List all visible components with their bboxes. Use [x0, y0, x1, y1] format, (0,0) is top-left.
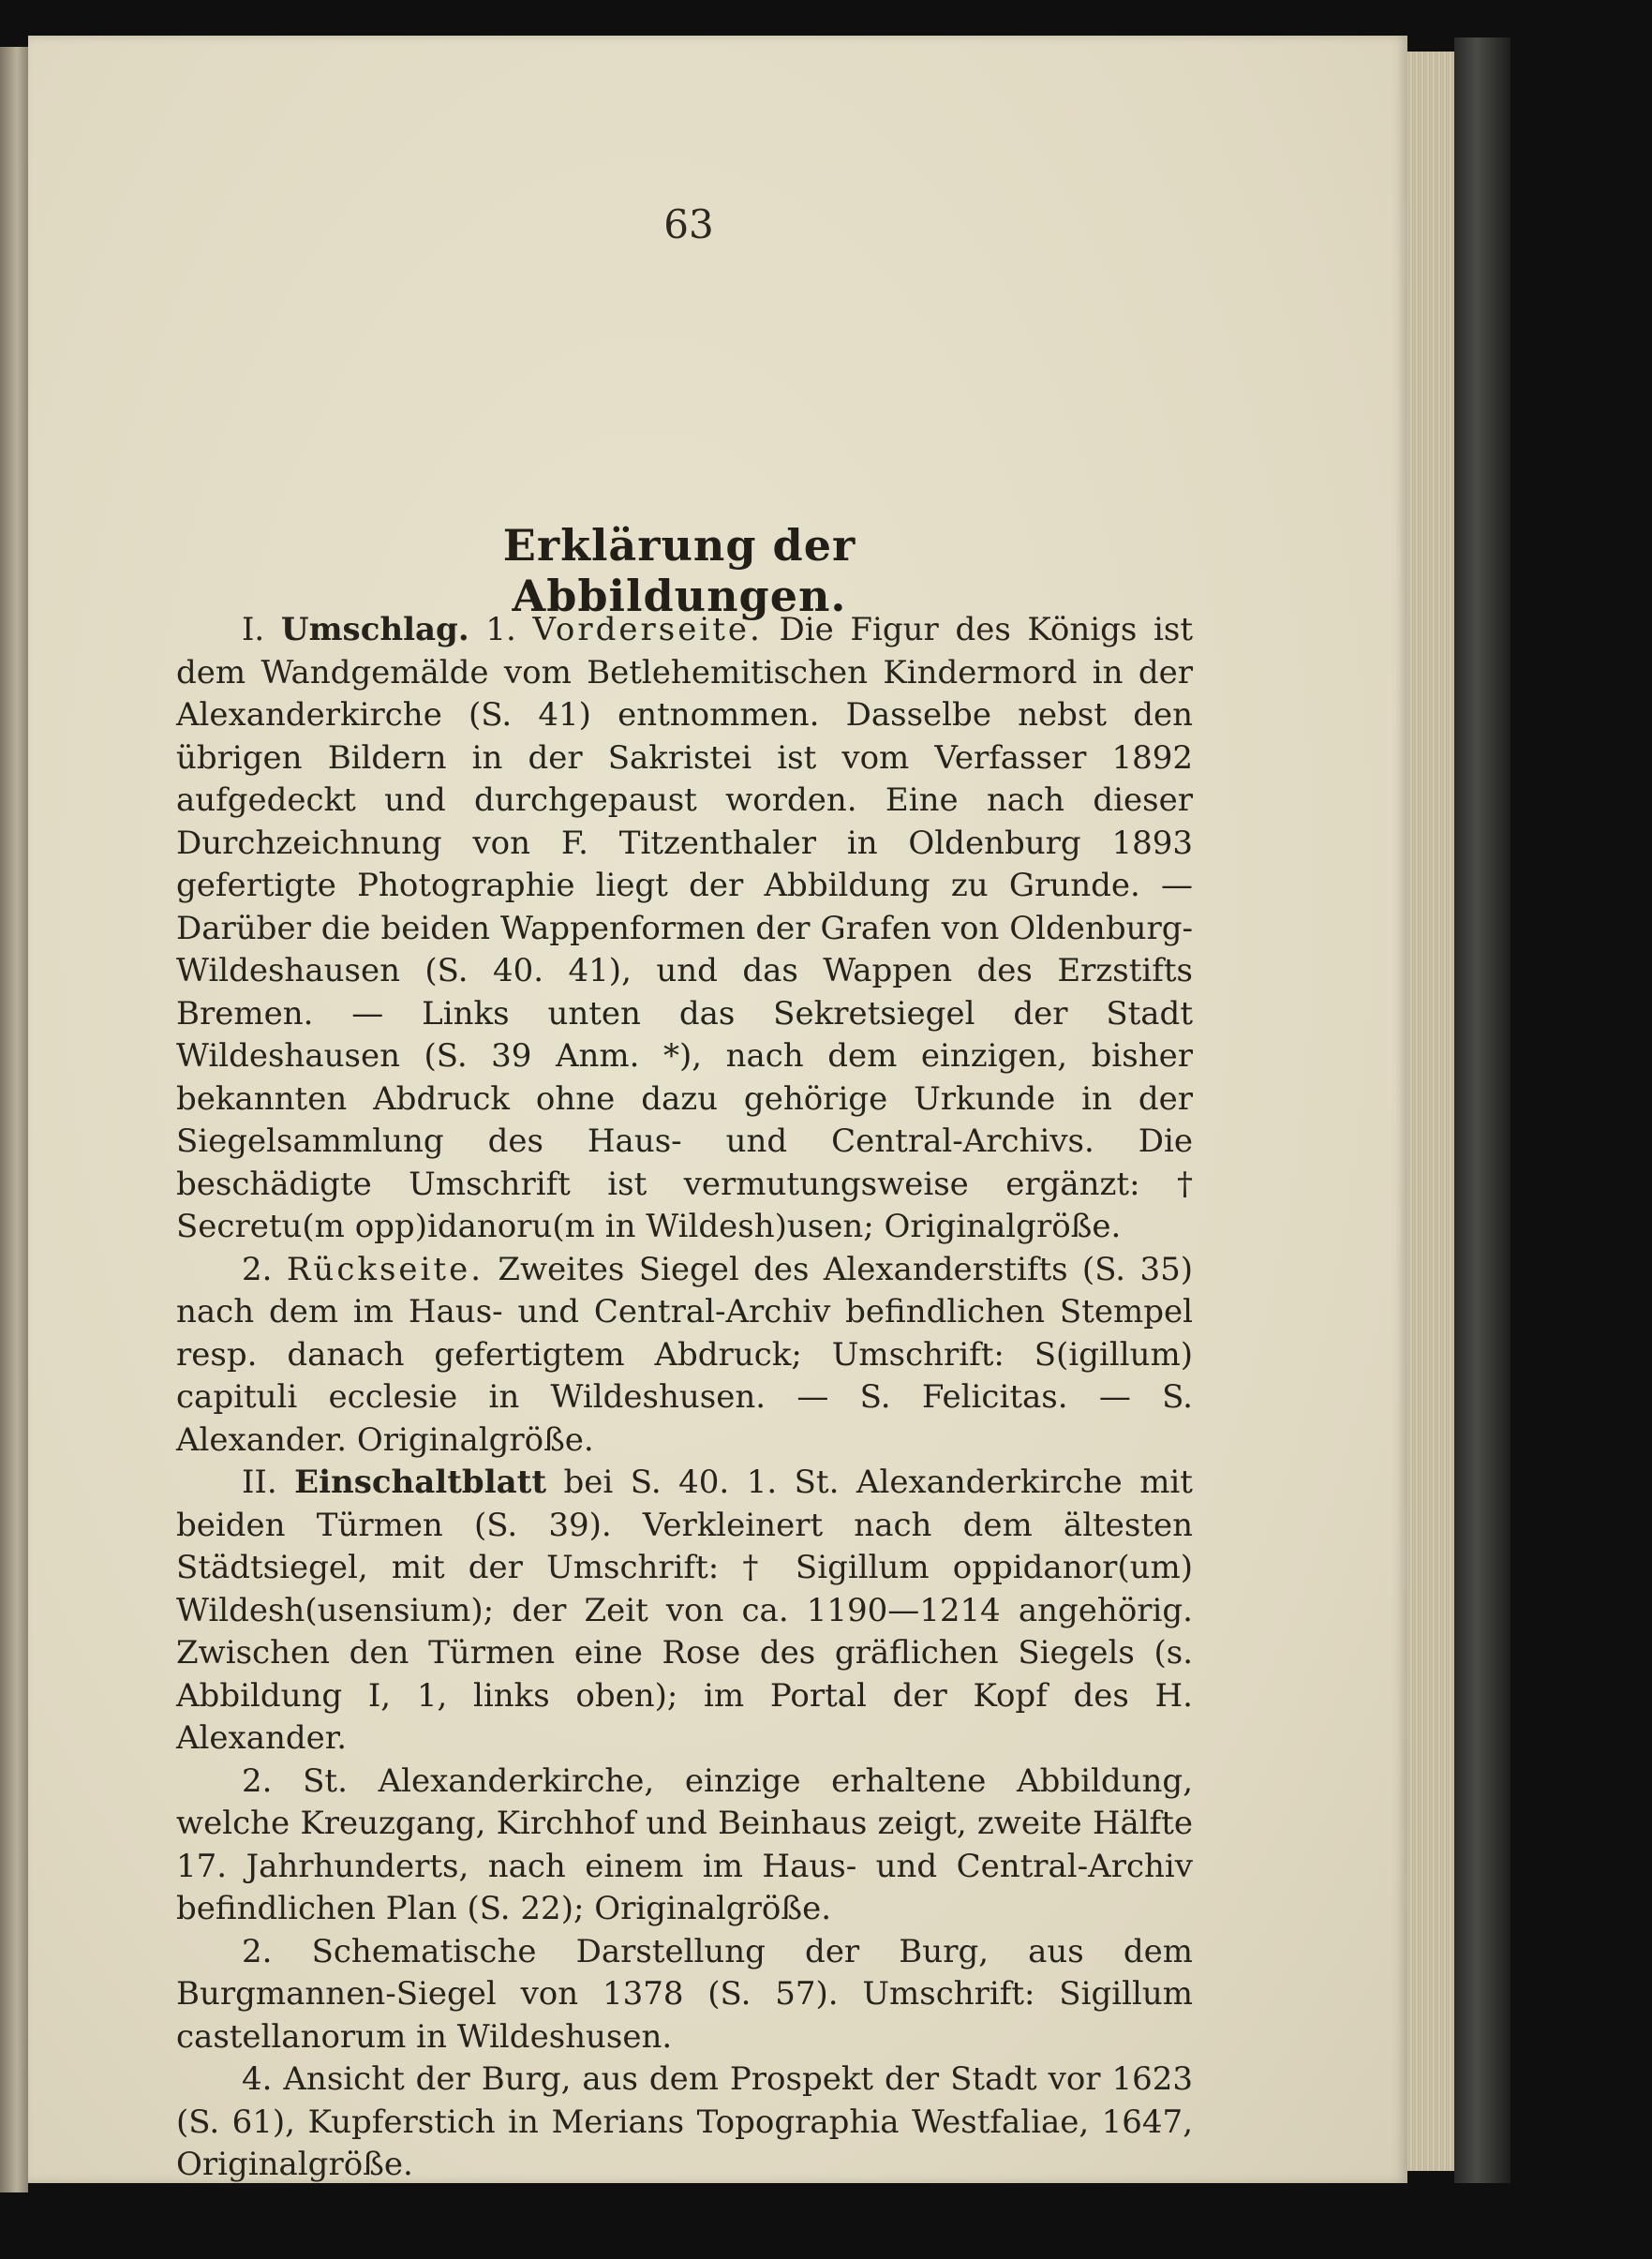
item-number: 2.	[242, 1932, 273, 1970]
book-cover	[1454, 37, 1511, 2183]
item-number: 2.	[242, 1761, 273, 1800]
page-heading: Erklärung der Abbildungen.	[502, 520, 856, 621]
paragraph-text: Schematische Darstellung der Burg, aus dem Burgmannen-Siegel von 1378 (S. 57). Umschrift: Sigillum castellanorum in Wildeshusen.	[176, 1932, 1193, 2056]
section-title: Umschlag.	[280, 611, 469, 648]
left-page-edge	[0, 47, 28, 2192]
paragraph-burg-ansicht	[176, 2058, 1193, 2187]
paragraph-text: Ansicht der Burg, aus dem Prospekt der Stadt vor 1623 (S. 61), Kupferstich in Merians Topographia Westfaliae, 1647, Originalgröße.	[176, 2060, 1193, 2183]
paragraph-rueckseite	[176, 1249, 1193, 1463]
paragraph-burg-siegel	[176, 1931, 1193, 2059]
item-subtitle: Rückseite.	[286, 1250, 484, 1288]
item-number: 2.	[242, 1250, 273, 1288]
item-number: bei S. 40. 1.	[563, 1464, 778, 1501]
paragraph-text: St. Alexanderkirche, einzige erhaltene Abbildung, welche Kreuzgang, Kirchhof und Beinhaus zeigt, zweite Hälfte 17. Jahrhunderts, nach einem im Haus- und Central-Archiv befindlichen Plan (S. 22); Originalgröße.	[176, 1761, 1193, 1927]
paragraph-umschlag-vorderseite	[176, 609, 1193, 1249]
section-label: I.	[242, 611, 265, 648]
paragraph-text: Die Figur des Königs ist dem Wandgemälde vom Betlehemitischen Kindermord in der Alexanderkirche (S. 41) entnommen. Dasselbe nebst den übrigen Bildern in der Sakristei ist vom Verfasser 1892 aufgedeckt und durchgepaust worden. Eine nach dieser Durchzeichnung von F. Titzenthaler in Oldenburg 1893 gefertigte Photographie liegt der Abbildung zu Grunde. — Darüber die beiden Wappenformen der Grafen von Oldenburg-Wildeshausen (S. 40. 41), und das Wappen des Erzstifts Bremen. — Links unten das Sekretsiegel der Stadt Wildeshausen (S. 39 Anm. *), nach dem einzigen, bisher bekannten Abdruck ohne dazu gehörige Urkunde in der Siegelsammlung des Haus- und Central-Archivs. Die beschädigte Umschrift ist vermutungsweise ergänzt: † Secretu(m opp)idanoru(m in Wildesh)usen; Originalgröße.	[176, 611, 1194, 1245]
item-number: 4.	[242, 2060, 273, 2098]
page-edges	[1407, 52, 1454, 2171]
item-subtitle: Vorderseite.	[532, 611, 763, 648]
section-label: II.	[242, 1464, 277, 1501]
body-text	[176, 609, 1193, 2187]
paragraph-text: Zweites Siegel des Alexanderstifts (S. 35) nach dem im Haus- und Central-Archiv befindlichen Stempel resp. danach gefertigtem Abdruck; Umschrift: S(igillum) capituli ecclesie in Wildeshusen. — S. Felicitas. — S. Alexander. Originalgröße.	[176, 1250, 1193, 1459]
item-number: 1.	[485, 611, 516, 648]
paragraph-text: St. Alexanderkirche mit beiden Türmen (S. 39). Verkleinert nach dem ältesten Städtsiegel, mit der Umschrift: † Sigillum oppidanor(um) Wildesh(usensium); der Zeit von ca. 1190—1214 angehörig. Zwischen den Türmen eine Rose des gräflichen Siegels (s. Abbildung I, 1, links oben); im Portal der Kopf des H. Alexander.	[176, 1464, 1193, 1757]
page-number: 63	[663, 201, 714, 247]
paragraph-kirche-plan	[176, 1761, 1193, 1931]
section-title: Einschaltblatt	[294, 1464, 547, 1501]
paragraph-einschaltblatt	[176, 1462, 1193, 1761]
